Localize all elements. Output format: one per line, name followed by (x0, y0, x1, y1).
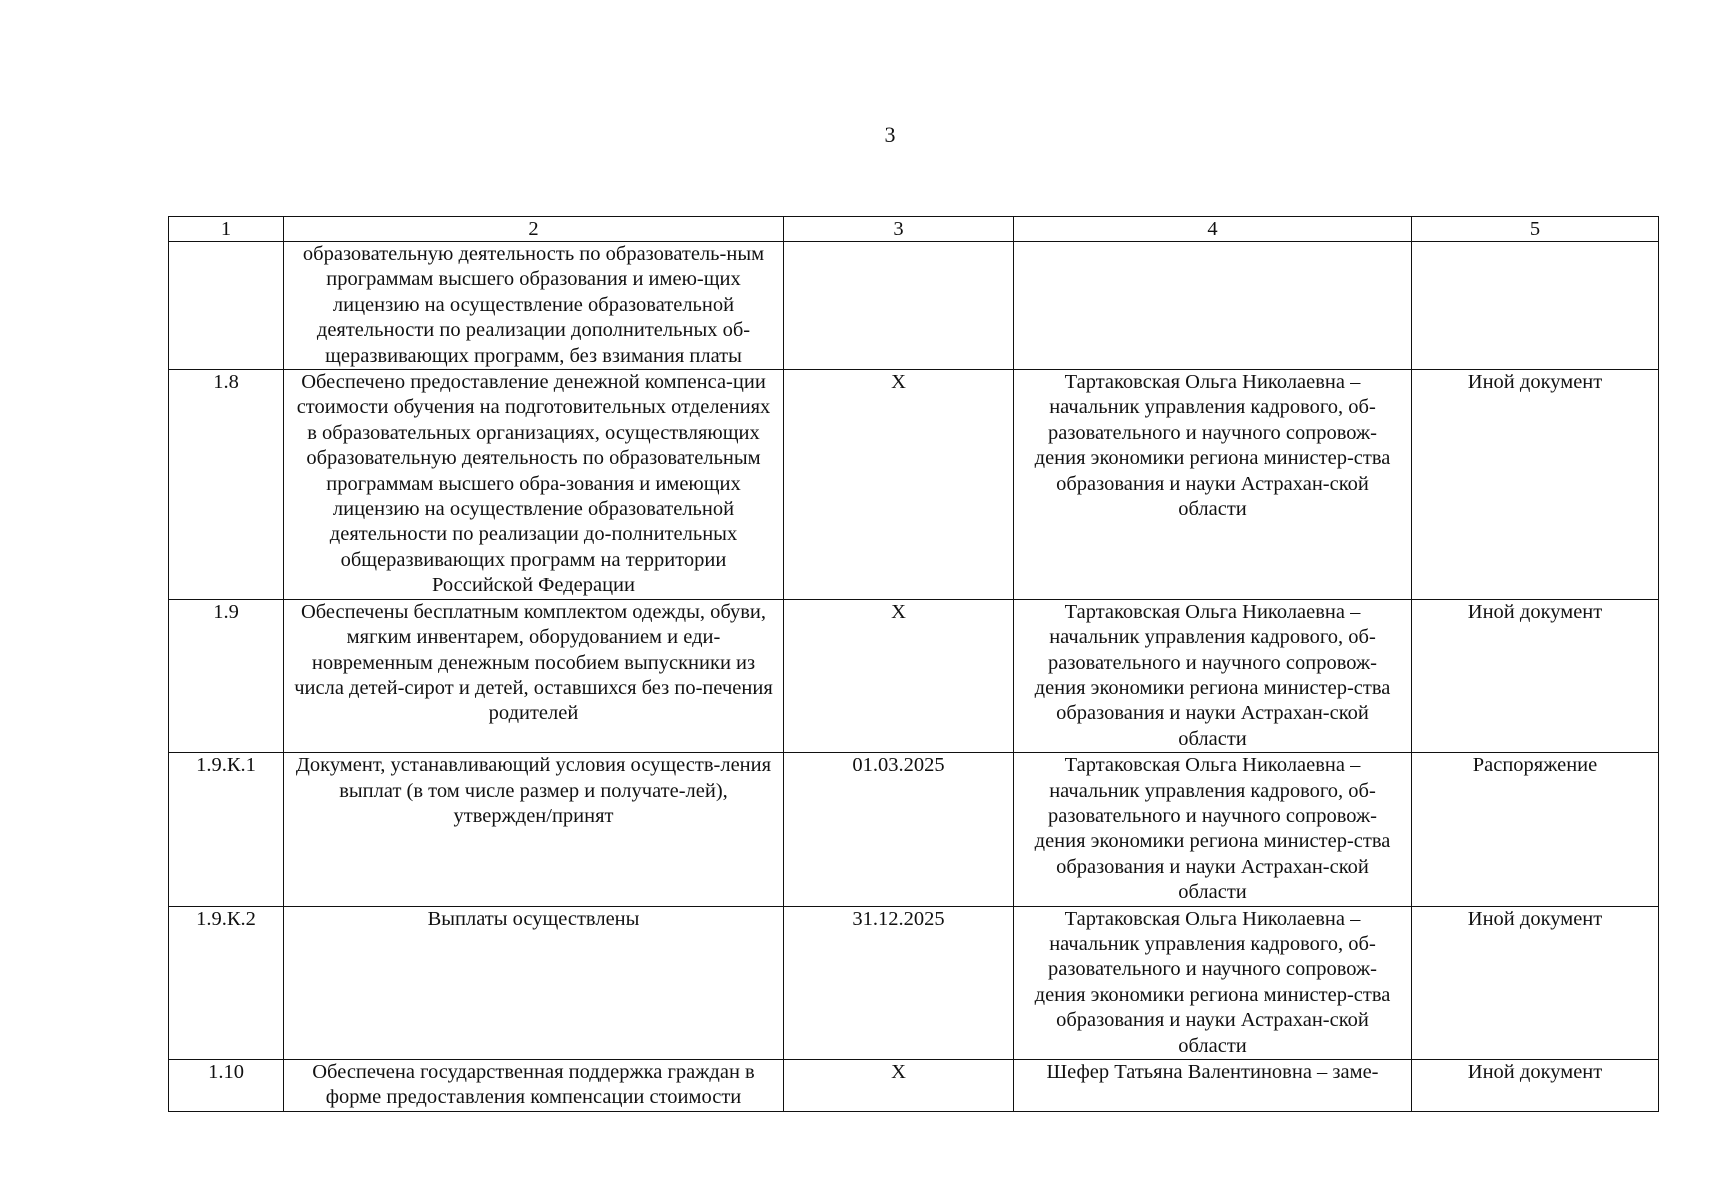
row-document-type: Иной документ (1412, 599, 1659, 752)
column-number-row (169, 217, 1659, 242)
row-responsible: Тартаковская Ольга Николаевна – начальник управления кадрового, об-разовательного и научного сопровож-дения экономики региона министер-ства образования и науки Астрахан-ской области (1014, 906, 1412, 1059)
row-responsible: Тартаковская Ольга Николаевна – начальник управления кадрового, об-разовательного и научного сопровож-дения экономики региона министер-ства образования и науки Астрахан-ской области (1014, 599, 1412, 752)
table-row (169, 599, 1659, 752)
table-row (169, 906, 1659, 1059)
row-deadline (784, 242, 1014, 370)
row-deadline: Х (784, 1060, 1014, 1112)
row-responsible (1014, 242, 1412, 370)
row-responsible: Шефер Татьяна Валентиновна – заме- (1014, 1060, 1412, 1112)
row-document-type (1412, 242, 1659, 370)
table-row (169, 242, 1659, 370)
row-description: Обеспечена государственная поддержка граждан в форме предоставления компенсации стоимости (284, 1060, 784, 1112)
row-number: 1.9.К.1 (169, 753, 284, 906)
plan-table (168, 216, 1659, 1112)
row-description: Выплаты осуществлены (284, 906, 784, 1059)
row-deadline: Х (784, 599, 1014, 752)
row-description: образовательную деятельность по образователь-ным программам высшего образования и имею-щих лицензию на осуществление образовательной деятельности по реализации дополнительных об-щеразвивающих программ, без взимания платы (284, 242, 784, 370)
row-description: Документ, устанавливающий условия осуществ-ления выплат (в том числе размер и получате-лей), утвержден/принят (284, 753, 784, 906)
row-document-type: Иной документ (1412, 1060, 1659, 1112)
row-number: 1.8 (169, 370, 284, 600)
row-document-type: Иной документ (1412, 906, 1659, 1059)
column-header-5: 5 (1412, 217, 1659, 242)
page-number: 3 (884, 122, 896, 147)
column-header-2: 2 (284, 217, 784, 242)
row-deadline: 01.03.2025 (784, 753, 1014, 906)
column-header-4: 4 (1014, 217, 1412, 242)
row-responsible: Тартаковская Ольга Николаевна – начальник управления кадрового, об-разовательного и научного сопровож-дения экономики региона министер-ства образования и науки Астрахан-ской области (1014, 370, 1412, 600)
row-deadline: 31.12.2025 (784, 906, 1014, 1059)
row-document-type: Иной документ (1412, 370, 1659, 600)
row-number: 1.9 (169, 599, 284, 752)
row-number: 1.9.К.2 (169, 906, 284, 1059)
table-row (169, 370, 1659, 600)
row-description: Обеспечены бесплатным комплектом одежды, обуви, мягким инвентарем, оборудованием и еди-новременным денежным пособием выпускники из числа детей-сирот и детей, оставшихся без по-печения родителей (284, 599, 784, 752)
table-row (169, 1060, 1659, 1112)
row-deadline: Х (784, 370, 1014, 600)
row-number: 1.10 (169, 1060, 284, 1112)
column-header-1: 1 (169, 217, 284, 242)
row-description: Обеспечено предоставление денежной компенса-ции стоимости обучения на подготовительных отделениях в образовательных организациях, осуществляющих образовательную деятельность по образовательным программам высшего обра-зования и имеющих лицензию на осуществление образовательной деятельности по реализации до-полнительных общеразвивающих программ на территории Российской Федерации (284, 370, 784, 600)
table-row (169, 753, 1659, 906)
row-document-type: Распоряжение (1412, 753, 1659, 906)
row-number (169, 242, 284, 370)
column-header-3: 3 (784, 217, 1014, 242)
row-responsible: Тартаковская Ольга Николаевна – начальник управления кадрового, об-разовательного и научного сопровож-дения экономики региона министер-ства образования и науки Астрахан-ской области (1014, 753, 1412, 906)
